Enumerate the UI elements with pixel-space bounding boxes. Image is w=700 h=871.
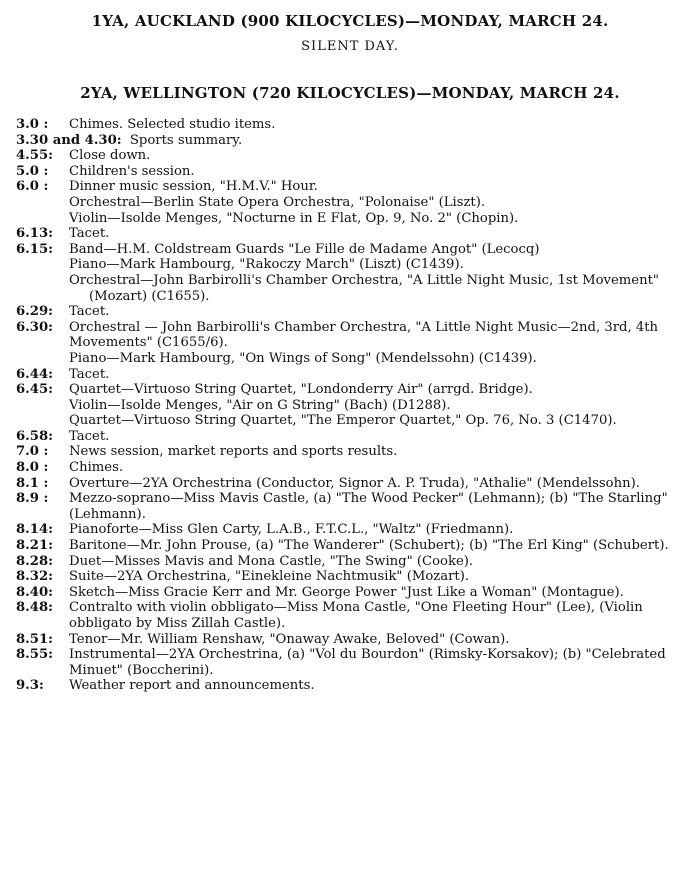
programme-subitem: Violin—Isolde Menges, "Air on G String" (Bach) (D1288). [69,397,451,413]
programme-text: Chimes. [69,460,124,476]
programme-text: Orchestral — John Barbirolli's Chamber Orchestra, "A Little Night Music—2nd, 3rd, 4th Movements" (C1655/6). [69,319,659,351]
programme-item [16,538,696,554]
programme-text: Band—H.M. Coldstream Guards "Le Fille de Madame Angot" (Lecocq) [69,241,540,257]
programme-text: Sketch—Miss Gracie Kerr and Mr. George Power "Just Like a Woman" (Montague). [69,584,624,600]
programme-subitem: Quartet—Virtuoso String Quartet, "The Emperor Quartet," Op. 76, No. 3 (C1470). [69,413,617,429]
programme-time: 8.0 : [16,460,49,476]
programme-text: Mezzo-soprano—Miss Mavis Castle, (a) "The Wood Pecker" (Lehmann); (b) "The Starling" (Lehmann). [69,491,668,522]
programme-item [16,585,696,601]
programme-time: 6.45: [16,382,53,398]
programme-text: Suite—2YA Orchestrina, "Einekleine Nachtmusik" (Mozart). [69,569,470,585]
programme-text: Contralto with violin obbligato—Miss Mona Castle, "One Fleeting Hour" (Lee), (Violin obbligato by Miss Zillah Castle). [69,600,643,631]
programme-list [16,117,696,694]
programme-time: 6.29: [16,304,53,320]
programme-text: Dinner music session, "H.M.V." Hour. [69,179,318,195]
programme-time: 4.55: [16,148,53,164]
programme-item [16,164,696,180]
programme-time: 5.0 : [16,163,49,179]
silent-day-note: SILENT DAY. [301,39,399,54]
programme-text: News session, market reports and sports results. [69,444,398,460]
programme-item [16,117,696,133]
programme-item [16,148,696,164]
programme-time: 8.14: [16,522,53,538]
programme-item [16,632,696,648]
station-1ya-heading: 1YA, AUCKLAND (900 KILOCYCLES)—MONDAY, MARCH 24. [91,12,609,30]
programme-item [16,179,696,195]
programme-item [16,678,696,694]
programme-item [16,460,696,476]
programme-subitem: Violin—Isolde Menges, "Nocturne in E Flat, Op. 9, No. 2" (Chopin). [69,210,519,226]
programme-text: Sports summary. [129,132,243,148]
programme-time: 8.48: [16,600,53,616]
programme-text: Tacet. [69,226,110,242]
programme-time: 8.32: [16,569,53,585]
programme-item [16,476,696,492]
programme-time: 8.9 : [16,491,49,507]
programme-time: 6.30: [16,319,53,335]
programme-item [16,491,696,522]
programme-text: Children's session. [69,163,195,179]
programme-text: Quartet—Virtuoso String Quartet, "Londonderry Air" (arrgd. Bridge). [69,382,533,398]
programme-item [16,522,696,538]
programme-time: 8.1 : [16,475,49,491]
programme-text: Tenor—Mr. William Renshaw, "Onaway Awake, Beloved" (Cowan). [69,631,510,647]
programme-time: 8.28: [16,553,53,569]
programme-time: 8.21: [16,538,53,554]
programme-item [16,133,696,149]
programme-text: Tacet. [69,366,110,382]
programme-text: Duet—Misses Mavis and Mona Castle, "The Swing" (Cooke). [69,553,474,569]
programme-item [16,429,696,445]
programme-item [16,554,696,570]
programme-text: Weather report and announcements. [69,678,315,694]
programme-time: 8.40: [16,584,53,600]
programme-item [16,600,696,631]
station-2ya-heading: 2YA, WELLINGTON (720 KILOCYCLES)—MONDAY, MARCH 24. [80,84,620,102]
programme-item [16,242,696,258]
programme-time: 8.51: [16,631,53,647]
programme-text: Chimes. Selected studio items. [69,117,276,132]
programme-time: 6.13: [16,226,53,242]
programme-time: 6.0 : [16,179,49,195]
programme-time: 6.58: [16,428,53,444]
programme-subitem: Orchestral—Berlin State Opera Orchestra, "Polonaise" (Liszt). [69,194,486,210]
programme-text: Close down. [69,148,151,164]
programme-time: 7.0 : [16,444,49,460]
programme-time: 9.3: [16,678,44,694]
programme-text: Tacet. [69,428,110,444]
programme-text: Tacet. [69,304,110,320]
programme-item [16,647,696,678]
programme-item [16,226,696,242]
programme-item [16,367,696,383]
programme-text: Instrumental—2YA Orchestrina, (a) "Vol du Bourdon" (Rimsky-Korsakov); (b) "Celebrated Minuet" (Boccherini). [69,647,666,678]
programme-text: Baritone—Mr. John Prouse, (a) "The Wanderer" (Schubert); (b) "The Erl King" (Schubert). [69,538,669,554]
programme-time: 8.55: [16,647,53,663]
programme-text: Overture—2YA Orchestrina (Conductor, Signor A. P. Truda), "Athalie" (Mendelssohn). [69,475,640,491]
programme-subitem: Piano—Mark Hambourg, "Rakoczy March" (Liszt) (C1439). [69,257,464,273]
programme-subitem: Orchestral—John Barbirolli's Chamber Orchestra, "A Little Night Music, 1st Movement" (Mozart) (C1655). [69,272,659,304]
programme-item [16,320,696,351]
programme-time: 3.0 : [16,117,49,132]
programme-time: 6.44: [16,366,53,382]
programme-time: 3.30 and 4.30: [16,132,122,148]
programme-subitem: Piano—Mark Hambourg, "On Wings of Song" (Mendelssohn) (C1439). [69,350,537,366]
programme-item [16,304,696,320]
programme-text: Pianoforte—Miss Glen Carty, L.A.B., F.T.C.L., "Waltz" (Friedmann). [69,522,514,538]
programme-item [16,382,696,398]
programme-time: 6.15: [16,241,53,257]
programme-item [16,444,696,460]
programme-item [16,569,696,585]
